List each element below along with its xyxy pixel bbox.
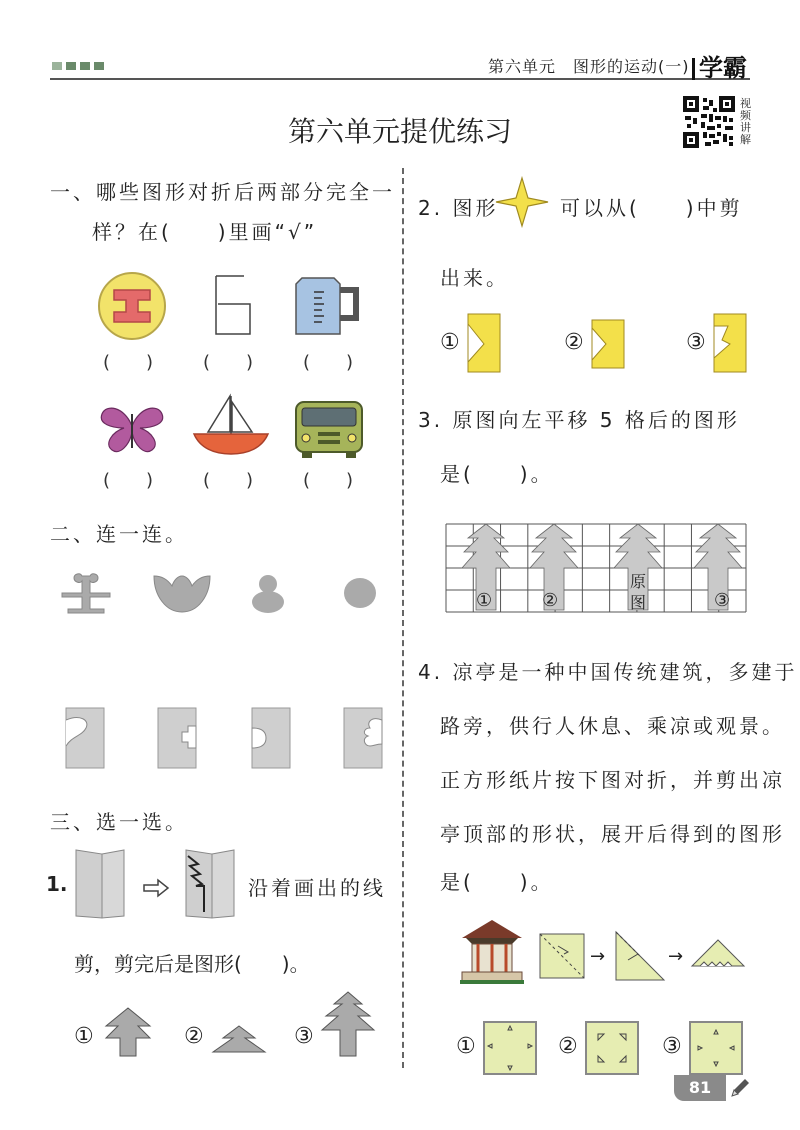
option-1-label[interactable]: ①	[74, 1024, 94, 1049]
option-2-unfolded-square	[584, 1020, 640, 1076]
sailboat-shape	[190, 392, 272, 458]
cut-card-shape	[182, 846, 238, 920]
option-2-paper-shape	[590, 318, 626, 370]
grid-label-3: ③	[714, 590, 731, 611]
option-2-label[interactable]: ②	[564, 330, 584, 355]
option-2-flat-tree-shape	[210, 1024, 268, 1056]
p4-line1: 4. 凉亭是一种中国传统建筑，多建于	[418, 660, 798, 684]
fold-step-2-triangle	[614, 930, 666, 982]
folded-card-shape	[72, 846, 128, 920]
folded-paper-b	[156, 706, 198, 770]
digit-six-shape	[206, 272, 256, 338]
answer-blank[interactable]: ( )	[303, 352, 354, 373]
fold-step-3-cut-triangle	[690, 938, 746, 968]
option-1-label[interactable]: ①	[456, 1034, 476, 1059]
measuring-cup-shape	[290, 274, 366, 338]
q3-p1-number: 1.	[46, 872, 68, 896]
arrow-right-icon	[142, 878, 170, 898]
column-divider	[402, 168, 404, 1068]
option-2-label[interactable]: ②	[184, 1024, 204, 1049]
option-3-label[interactable]: ③	[662, 1034, 682, 1059]
answer-blank[interactable]: ( )	[103, 470, 154, 491]
unfolded-cross-shape	[54, 570, 118, 616]
p4-line5: 是( )。	[440, 870, 554, 894]
q2-heading: 二、连一连。	[50, 522, 188, 546]
folded-paper-a	[64, 706, 106, 770]
option-1-unfolded-square	[482, 1020, 538, 1076]
p3-text-a: 3. 原图向左平移 5 格后的图形	[418, 408, 740, 432]
qr-code[interactable]	[683, 96, 735, 148]
p4-line4: 亭顶部的形状，展开后得到的图形	[440, 822, 785, 846]
p2-text-a2: 可以从( )中剪	[560, 196, 743, 220]
p2-text-a1: 2. 图形	[418, 196, 499, 220]
folded-paper-c	[250, 706, 292, 770]
header-decoration	[52, 62, 104, 70]
option-2-label[interactable]: ②	[558, 1034, 578, 1059]
grid-label-original-1: 原	[630, 572, 647, 591]
butterfly-shape	[96, 400, 168, 456]
option-3-paper-shape	[712, 312, 748, 374]
answer-blank[interactable]: ( )	[203, 470, 254, 491]
header-unit-text: 第六单元 图形的运动(一)	[488, 57, 690, 76]
brand-logo	[692, 48, 747, 83]
p2-text-b: 出来。	[440, 266, 509, 290]
unfolded-bowl-shape	[150, 570, 214, 616]
brand-text: 学霸	[699, 54, 747, 82]
option-3-label[interactable]: ③	[686, 330, 706, 355]
q3-p1-text-b: 剪，剪完后是图形( )。	[74, 952, 310, 976]
letter-i-circle-shape	[96, 270, 168, 342]
option-3-label[interactable]: ③	[294, 1024, 314, 1049]
q1-line1: 一、哪些图形对折后两部分完全一	[50, 180, 395, 204]
answer-blank[interactable]: ( )	[303, 470, 354, 491]
answer-blank[interactable]: ( )	[103, 352, 154, 373]
pencil-icon	[728, 1076, 752, 1100]
p4-line2: 路旁，供行人休息、乘凉或观景。	[440, 714, 785, 738]
p4-line3: 正方形纸片按下图对折，并剪出凉	[440, 768, 785, 792]
arrow-right-icon: →	[590, 946, 606, 967]
pavilion-picture	[456, 918, 528, 988]
p3-text-b: 是( )。	[440, 462, 554, 486]
page-number: 81	[674, 1075, 726, 1101]
q1-line2: 样？在( )里画“√”	[92, 220, 318, 244]
qr-label: 视频讲解	[740, 97, 751, 146]
q3-heading: 三、选一选。	[50, 810, 188, 834]
option-1-label[interactable]: ①	[440, 330, 460, 355]
bus-shape	[292, 398, 366, 460]
folded-paper-d	[342, 706, 384, 770]
option-1-paper-shape	[466, 312, 502, 374]
option-1-tree-shape	[102, 1006, 154, 1058]
grid-label-1: ①	[476, 590, 493, 611]
page-title: 第六单元提优练习	[287, 115, 512, 148]
unfolded-gourd-shape	[248, 572, 288, 614]
grid-label-2: ②	[542, 590, 559, 611]
four-point-star-shape	[494, 176, 550, 228]
arrow-right-icon: →	[668, 946, 684, 967]
option-3-pine-shape	[320, 990, 376, 1060]
header-rule	[50, 78, 750, 80]
fold-step-1-square	[538, 932, 586, 980]
grid-label-original-2: 图	[630, 593, 647, 612]
option-3-unfolded-square	[688, 1020, 744, 1076]
q3-p1-text-a: 沿着画出的线	[248, 876, 386, 900]
unfolded-circle-shape	[342, 576, 378, 610]
answer-blank[interactable]: ( )	[203, 352, 254, 373]
